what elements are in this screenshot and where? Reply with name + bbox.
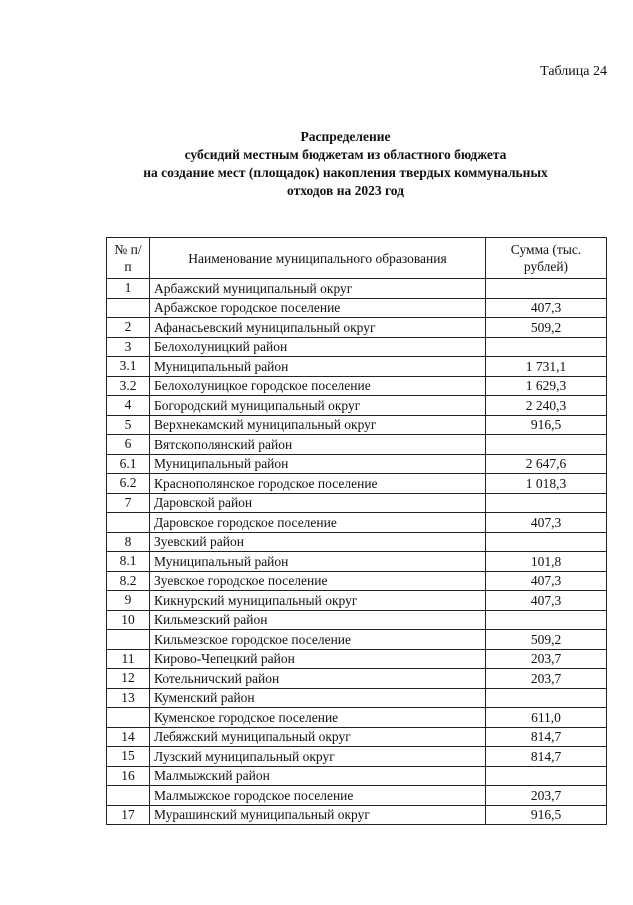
table-body [107,279,607,825]
title-line: отходов на 2023 год [287,183,404,198]
table-row [107,727,607,747]
row-name: Даровское городское поселение [150,513,486,533]
row-sum [486,610,607,630]
row-sum: 407,3 [486,591,607,611]
row-name: Куменский район [150,688,486,708]
row-num: 15 [107,747,150,767]
row-num: 8.1 [107,552,150,572]
row-sum: 407,3 [486,298,607,318]
row-sum: 203,7 [486,669,607,689]
row-sum: 509,2 [486,318,607,338]
row-sum [486,766,607,786]
row-num: 3.2 [107,376,150,396]
row-name: Зуевский район [150,532,486,552]
row-name: Верхнекамский муниципальный округ [150,415,486,435]
row-sum [486,279,607,299]
row-num: 14 [107,727,150,747]
table-row [107,318,607,338]
row-sum: 2 240,3 [486,396,607,416]
table-row [107,552,607,572]
row-name: Кильмезский район [150,610,486,630]
row-num: 1 [107,279,150,299]
row-num: 5 [107,415,150,435]
row-num [107,786,150,806]
row-sum: 407,3 [486,571,607,591]
table-row [107,532,607,552]
row-name: Кикнурский муниципальный округ [150,591,486,611]
row-num [107,708,150,728]
row-name: Муниципальный район [150,552,486,572]
table-row [107,415,607,435]
table-row [107,571,607,591]
row-name: Вятскополянский район [150,435,486,455]
row-name: Арбажский муниципальный округ [150,279,486,299]
table-row [107,688,607,708]
table-header-row [107,238,607,279]
row-sum: 611,0 [486,708,607,728]
row-num [107,298,150,318]
row-num: 4 [107,396,150,416]
row-sum [486,435,607,455]
row-name: Муниципальный район [150,357,486,377]
table-row [107,766,607,786]
row-name: Муниципальный район [150,454,486,474]
row-name: Куменское городское поселение [150,708,486,728]
row-sum: 101,8 [486,552,607,572]
row-name: Кильмезское городское поселение [150,630,486,650]
row-name: Даровской район [150,493,486,513]
table-row [107,747,607,767]
table-row [107,591,607,611]
table-row [107,279,607,299]
row-sum: 1 018,3 [486,474,607,494]
row-sum: 814,7 [486,727,607,747]
row-num: 3 [107,337,150,357]
row-num: 3.1 [107,357,150,377]
header-sum: Сумма (тыс. рублей) [486,238,607,279]
row-num: 8.2 [107,571,150,591]
row-num: 6 [107,435,150,455]
header-num: № п/п [107,238,150,279]
row-name: Лебяжский муниципальный округ [150,727,486,747]
row-num: 6.1 [107,454,150,474]
table-row [107,493,607,513]
row-num: 11 [107,649,150,669]
row-name: Кирово-Чепецкий район [150,649,486,669]
table-row [107,454,607,474]
row-sum: 814,7 [486,747,607,767]
table-row [107,708,607,728]
table-row [107,610,607,630]
row-sum: 203,7 [486,786,607,806]
table-row [107,805,607,825]
row-sum: 203,7 [486,649,607,669]
row-sum [486,493,607,513]
table-label: Таблица 24 [540,64,607,79]
row-sum: 916,5 [486,415,607,435]
row-num: 16 [107,766,150,786]
row-name: Белохолуницкое городское поселение [150,376,486,396]
row-sum [486,688,607,708]
subsidy-table [106,237,607,825]
table-row [107,337,607,357]
row-sum [486,337,607,357]
table-row [107,298,607,318]
row-name: Малмыжский район [150,766,486,786]
title-line: Распределение [300,129,391,144]
row-name: Мурашинский муниципальный округ [150,805,486,825]
row-name: Краснополянское городское поселение [150,474,486,494]
row-sum [486,532,607,552]
row-num: 10 [107,610,150,630]
row-num: 6.2 [107,474,150,494]
row-name: Лузский муниципальный округ [150,747,486,767]
table-row [107,786,607,806]
row-num: 12 [107,669,150,689]
row-name: Белохолуницкий район [150,337,486,357]
table-row [107,630,607,650]
row-num: 2 [107,318,150,338]
document-title [90,128,601,200]
row-sum: 1 629,3 [486,376,607,396]
row-name: Зуевское городское поселение [150,571,486,591]
table-row [107,669,607,689]
row-num: 7 [107,493,150,513]
row-name: Арбажское городское поселение [150,298,486,318]
table-row [107,435,607,455]
row-name: Котельничский район [150,669,486,689]
table-row [107,474,607,494]
row-num [107,513,150,533]
row-name: Афанасьевский муниципальный округ [150,318,486,338]
row-num: 8 [107,532,150,552]
table-row [107,649,607,669]
row-name: Малмыжское городское поселение [150,786,486,806]
title-line: на создание мест (площадок) накопления твердых коммунальных [143,165,548,180]
row-sum: 916,5 [486,805,607,825]
row-sum: 509,2 [486,630,607,650]
title-line: субсидий местным бюджетам из областного бюджета [184,147,507,162]
row-sum: 1 731,1 [486,357,607,377]
row-num: 17 [107,805,150,825]
table-row [107,376,607,396]
table-row [107,396,607,416]
row-num [107,630,150,650]
table-row [107,513,607,533]
row-sum: 2 647,6 [486,454,607,474]
header-name: Наименование муниципального образования [150,238,486,279]
row-num: 9 [107,591,150,611]
table-row [107,357,607,377]
row-num: 13 [107,688,150,708]
row-sum: 407,3 [486,513,607,533]
row-name: Богородский муниципальный округ [150,396,486,416]
